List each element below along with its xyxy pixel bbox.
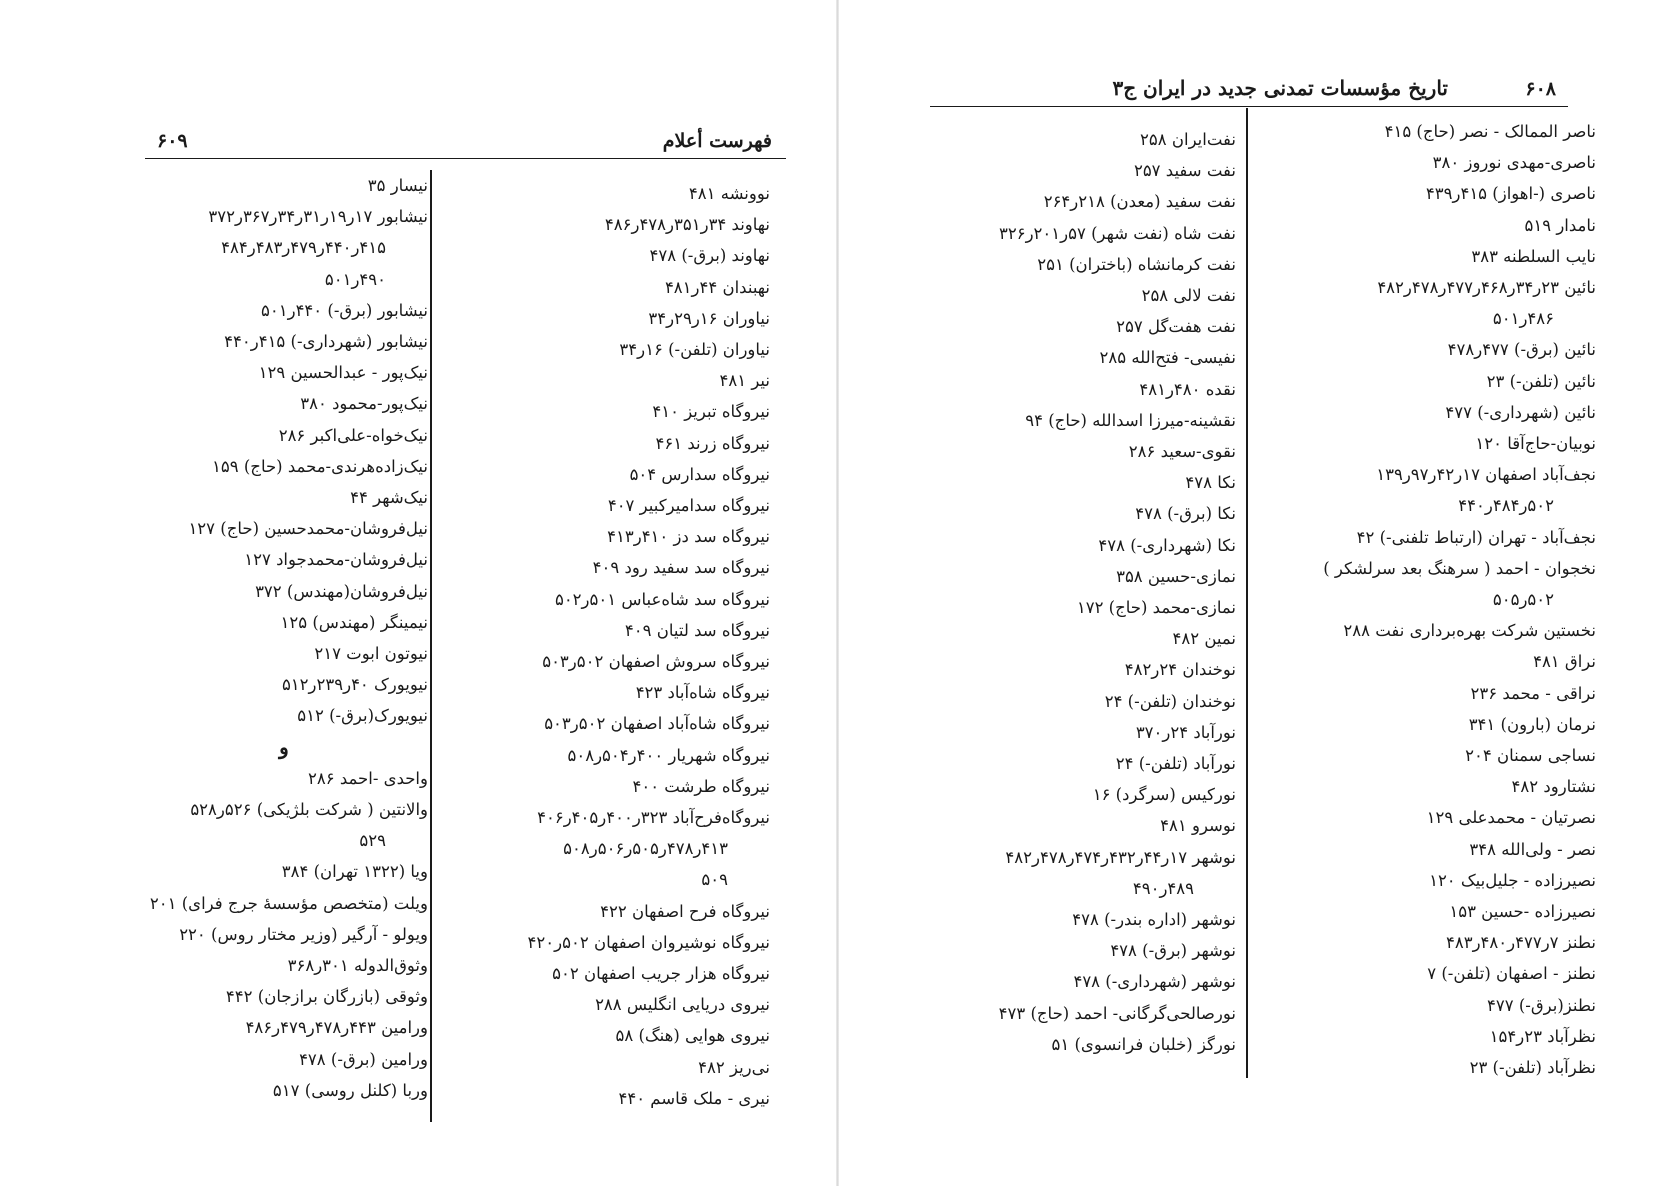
index-entry: ناصری (-اهواز) ۴۱۵ر۴۳۹: [1425, 184, 1596, 204]
index-entry: نفت‌ایران ۲۵۸: [1140, 130, 1236, 149]
index-entry: نقوی-سعید ۲۸۶: [1128, 442, 1236, 462]
index-entry-continuation: ۴۸۹ر۴۹۰: [1132, 878, 1194, 898]
index-entry: نی‌ریز ۴۸۲: [698, 1057, 770, 1077]
index-entry: نیل‌فروشان(مهندس) ۳۷۲: [255, 581, 428, 601]
index-entry: نفت هفت‌گل ۲۵۷: [1116, 317, 1236, 337]
index-entry: نطنز(برق-) ۴۷۷: [1487, 995, 1596, 1015]
index-entry: نیری - ملک قاسم ۴۴۰: [618, 1088, 770, 1108]
index-entry: نورآباد ۲۴ر۳۷۰: [1135, 722, 1236, 742]
index-entry-continuation: ۵۰۹: [701, 870, 728, 890]
index-entry: نصیرزاده - جلیل‌بیک ۱۲۰: [1429, 870, 1596, 890]
index-entry: نیروگاه تبریز ۴۱۰: [652, 402, 770, 422]
index-entry: نیروی هوایی (هنگ) ۵۸: [615, 1026, 770, 1046]
index-entry: ویولو - آرگیر (وزیر مختار روس) ۲۲۰: [179, 924, 428, 944]
index-entry-continuation: ۴۸۶ر۵۰۱: [1492, 309, 1554, 329]
index-entry-continuation: ۵۰۲ر۴۸۴ر۴۴۰: [1458, 496, 1554, 516]
index-entry: نیروگاه سروش اصفهان ۵۰۲ر۵۰۳: [542, 652, 770, 672]
index-entry: نیروگاه سد سفید رود ۴۰۹: [592, 558, 770, 578]
index-entry: نمین ۴۸۲: [1172, 629, 1236, 649]
index-entry: نیویورک ۴۰ر۲۳۹ر۵۱۲: [281, 675, 428, 695]
index-entry: نفت لالی ۲۵۸: [1141, 286, 1236, 306]
index-entry-continuation: ۴۱۳ر۴۷۸ر۵۰۵ر۵۰۶ر۵۰۸: [563, 839, 728, 859]
index-entry: نیک‌پور-محمود ۳۸۰: [300, 394, 428, 414]
index-entry: نوونشه ۴۸۱: [688, 184, 770, 203]
index-entry: نیسار ۳۵: [367, 176, 428, 195]
running-title: فهرست أعلام: [662, 130, 772, 152]
index-entry: نیروگاه سدامیرکبیر ۴۰۷: [607, 496, 770, 516]
index-entry: وربا (کلنل روسی) ۵۱۷: [272, 1080, 428, 1100]
index-entry: نیک‌زاده‌هرندی-محمد (حاج) ۱۵۹: [212, 456, 428, 476]
index-entry: نیروگاه سدارس ۵۰۴: [629, 464, 770, 484]
index-entry: نوشهر (برق-) ۴۷۸: [1110, 941, 1236, 961]
index-entry: نرمان (بارون) ۳۴۱: [1468, 714, 1596, 734]
index-entry: نامدار ۵۱۹: [1524, 215, 1596, 235]
index-entry-continuation: ۴۹۰ر۵۰۱: [324, 269, 386, 289]
index-entry: ویلت (متخصص مؤسسهٔ جرج فرای) ۲۰۱: [149, 893, 428, 913]
page-number: ۶۰۸: [1525, 78, 1556, 100]
index-entry-continuation: ۵۰۲ر۵۰۵: [1492, 590, 1554, 610]
index-entry: نفت شاه (نفت شهر) ۵۷ر۲۰۱ر۳۲۶: [998, 223, 1236, 243]
index-entry: نیمینگر (مهندس) ۱۲۵: [280, 612, 428, 632]
index-entry: نائین (برق-) ۴۷۷ر۴۷۸: [1447, 340, 1596, 360]
index-entry: نراق ۴۸۱: [1533, 652, 1596, 672]
index-entry: نیویورک(برق-) ۵۱۲: [297, 706, 428, 726]
index-column-right: [1256, 116, 1596, 1083]
index-entry: نفت سفید ۲۵۷: [1133, 161, 1236, 181]
index-entry: نوخندان ۲۴ر۴۸۲: [1124, 660, 1236, 680]
index-entry: نورگز (خلبان فرانسوی) ۵۱: [1051, 1034, 1236, 1054]
index-entry: نورآباد (تلفن-) ۲۴: [1115, 754, 1236, 774]
index-entry: نایب السلطنه ۳۸۳: [1471, 246, 1596, 266]
index-column-left: [866, 124, 1236, 1060]
index-entry: نوبیان-حاج‌آقا ۱۲۰: [1475, 434, 1596, 454]
index-entry: نیاوران (تلفن-) ۱۶ر۳۴: [619, 340, 770, 360]
index-entry: نوشهر (شهرداری-) ۴۷۸: [1073, 972, 1236, 992]
right-page: [836, 0, 1672, 1186]
index-entry: نیروگاه زرند ۴۶۱: [655, 433, 770, 453]
index-entry: نفت کرمانشاه (باختران) ۲۵۱: [1037, 254, 1236, 274]
index-entry: والانتین ( شرکت بلژیکی) ۵۲۶ر۵۲۸: [190, 800, 428, 820]
index-entry: نصرتیان - محمدعلی ۱۲۹: [1426, 808, 1596, 828]
index-entry: نطنز - اصفهان (تلفن-) ۷: [1427, 964, 1596, 984]
index-entry: نیل‌فروشان-محمدجواد ۱۲۷: [244, 550, 428, 570]
index-entry: نوشهر ۱۷ر۴۴ر۴۳۲ر۴۷۴ر۴۷۸ر۴۸۲: [1005, 847, 1236, 867]
index-entry: نیک‌پور - عبدالحسین ۱۲۹: [258, 363, 428, 383]
index-entry: نمازی-محمد (حاج) ۱۷۲: [1076, 598, 1236, 618]
index-entry: نجف‌آباد - تهران (ارتباط تلفنی-) ۴۲: [1356, 527, 1596, 547]
index-entry: نیروگاه هزار جریب اصفهان ۵۰۲: [552, 964, 770, 984]
index-entry: نجف‌آباد اصفهان ۱۷ر۴۲ر۹۷ر۱۳۹: [1376, 465, 1596, 485]
index-entry: نیروگاه‌فرح‌آباد ۳۲۳ر۴۰۰ر۴۰۵ر۴۰۶: [537, 808, 770, 828]
index-letter-heading: و: [279, 734, 289, 759]
index-entry: نیک‌خواه-علی‌اکبر ۲۸۶: [278, 425, 428, 445]
index-entry: نوسرو ۴۸۱: [1160, 816, 1236, 836]
page-number: ۶۰۹: [157, 130, 188, 152]
index-column-left: [140, 170, 428, 1106]
index-entry: نصر - ولی‌الله ۳۴۸: [1469, 839, 1596, 859]
index-entry: نیشابور (برق-) ۴۴۰ر۵۰۱: [261, 300, 428, 320]
index-column-right: [460, 178, 770, 1114]
index-entry: نیشابور ۱۷ر۱۹ر۳۱ر۳۴ر۳۶۷ر۳۷۲: [208, 207, 428, 227]
running-title: تاریخ مؤسسات تمدنی جدید در ایران ج۳: [1112, 76, 1448, 100]
index-entry: نمازی-حسین ۳۵۸: [1116, 566, 1236, 586]
index-entry: نهاوند (برق-) ۴۷۸: [649, 246, 770, 266]
index-entry: نیاوران ۱۶ر۲۹ر۳۴: [648, 308, 770, 328]
index-entry: ورامین (برق-) ۴۷۸: [299, 1049, 428, 1069]
index-entry: نیک‌شهر ۴۴: [350, 488, 428, 508]
index-entry: نوخندان (تلفن-) ۲۴: [1104, 691, 1236, 711]
index-entry: نیروگاه طرشت ۴۰۰: [632, 776, 770, 796]
index-entry: ورامین ۴۴۳ر۴۷۸ر۴۷۹ر۴۸۶: [245, 1018, 428, 1038]
index-entry: نائین (شهرداری-) ۴۷۷: [1445, 402, 1596, 422]
index-entry: نشتارود ۴۸۲: [1511, 777, 1596, 797]
index-entry-continuation: ۴۱۵ر۴۴۰ر۴۷۹ر۴۸۳ر۴۸۴: [221, 238, 386, 258]
index-entry: وثوقی (بازرگان برازجان) ۴۴۲: [225, 987, 428, 1007]
left-page-header: [145, 118, 786, 159]
index-entry: نورکیس (سرگرد) ۱۶: [1092, 785, 1236, 805]
index-entry: ناصر الممالک - نصر (حاج) ۴۱۵: [1384, 122, 1596, 141]
index-entry: نیروگاه سد لتیان ۴۰۹: [624, 620, 770, 640]
column-divider: [1246, 108, 1248, 1078]
index-entry: نائین ۲۳ر۳۴ر۴۶۸ر۴۷۷ر۴۷۸ر۴۸۲: [1377, 278, 1596, 298]
index-entry: نظرآباد ۲۳ر۱۵۴: [1489, 1026, 1596, 1046]
index-entry: نیروی دریایی انگلیس ۲۸۸: [595, 995, 770, 1015]
index-entry: نخستین شرکت بهره‌برداری نفت ۲۸۸: [1343, 621, 1596, 641]
index-entry: نیروگاه شهریار ۴۰۰ر۵۰۴ر۵۰۸: [567, 745, 770, 765]
index-entry: نکا (شهرداری-) ۴۷۸: [1098, 535, 1236, 555]
index-entry: نوشهر (اداره بندر-) ۴۷۸: [1072, 910, 1236, 930]
column-divider: [430, 170, 432, 1122]
index-entry: نیشابور (شهرداری-) ۴۱۵ر۴۴۰: [224, 332, 428, 352]
index-entry: نیروگاه سد دز ۴۱۰ر۴۱۳: [607, 527, 770, 547]
index-entry: نهاوند ۳۴ر۳۵۱ر۴۷۸ر۴۸۶: [604, 215, 770, 235]
index-entry: نهبندان ۴۴ر۴۸۱: [664, 277, 770, 297]
index-entry: نیل‌فروشان-محمدحسین (حاج) ۱۲۷: [188, 519, 428, 539]
index-entry: وثوق‌الدوله ۳۰۱ر۳۶۸: [287, 956, 428, 976]
index-entry: نساجی سمنان ۲۰۴: [1465, 746, 1596, 766]
index-entry: نفیسی- فتح‌الله ۲۸۵: [1099, 348, 1236, 368]
index-entry: نفت سفید (معدن) ۲۱۸ر۲۶۴: [1043, 192, 1236, 212]
index-entry: نائین (تلفن-) ۲۳: [1486, 371, 1596, 391]
index-entry: نیوتون ابوت ۲۱۷: [314, 644, 428, 664]
index-entry: نقده ۴۸۰ر۴۸۱: [1139, 379, 1236, 399]
right-page-header: [930, 66, 1568, 107]
index-entry: نورصالحی‌گرگانی- احمد (حاج) ۴۷۳: [998, 1003, 1236, 1023]
index-entry: نظرآباد (تلفن-) ۲۳: [1469, 1058, 1596, 1078]
index-entry: نیروگاه سد شاه‌عباس ۵۰۱ر۵۰۲: [554, 589, 770, 609]
index-entry: ناصری-مهدی نوروز ۳۸۰: [1432, 153, 1596, 173]
index-entry: نطنز ۷ر۴۷۷ر۴۸۰ر۴۸۳: [1445, 933, 1596, 953]
index-entry: نیروگاه نوشیروان اصفهان ۵۰۲ر۴۲۰: [527, 932, 770, 952]
index-entry: نصیرزاده -حسین ۱۵۳: [1449, 902, 1596, 922]
index-entry: نخجوان - احمد ( سرهنگ بعد سرلشکر ): [1323, 558, 1596, 578]
index-entry: نیروگاه شاه‌آباد اصفهان ۵۰۲ر۵۰۳: [544, 714, 770, 734]
index-entry: ویا (۱۳۲۲ تهران) ۳۸۴: [281, 862, 428, 882]
index-entry: نیروگاه شاه‌آباد ۴۲۳: [635, 683, 770, 703]
index-entry: نیر ۴۸۱: [719, 371, 770, 391]
index-entry: نکا (برق-) ۴۷۸: [1135, 504, 1236, 524]
index-entry: نراقی - محمد ۲۳۶: [1470, 683, 1596, 703]
index-entry: نکا ۴۷۸: [1185, 473, 1236, 493]
index-entry: نقشینه-میرزا اسدالله (حاج) ۹۴: [1025, 410, 1236, 430]
index-entry: واحدی -احمد ۲۸۶: [308, 768, 428, 788]
index-entry-continuation: ۵۲۹: [359, 831, 386, 851]
index-entry: نیروگاه فرح اصفهان ۴۲۲: [600, 901, 770, 921]
